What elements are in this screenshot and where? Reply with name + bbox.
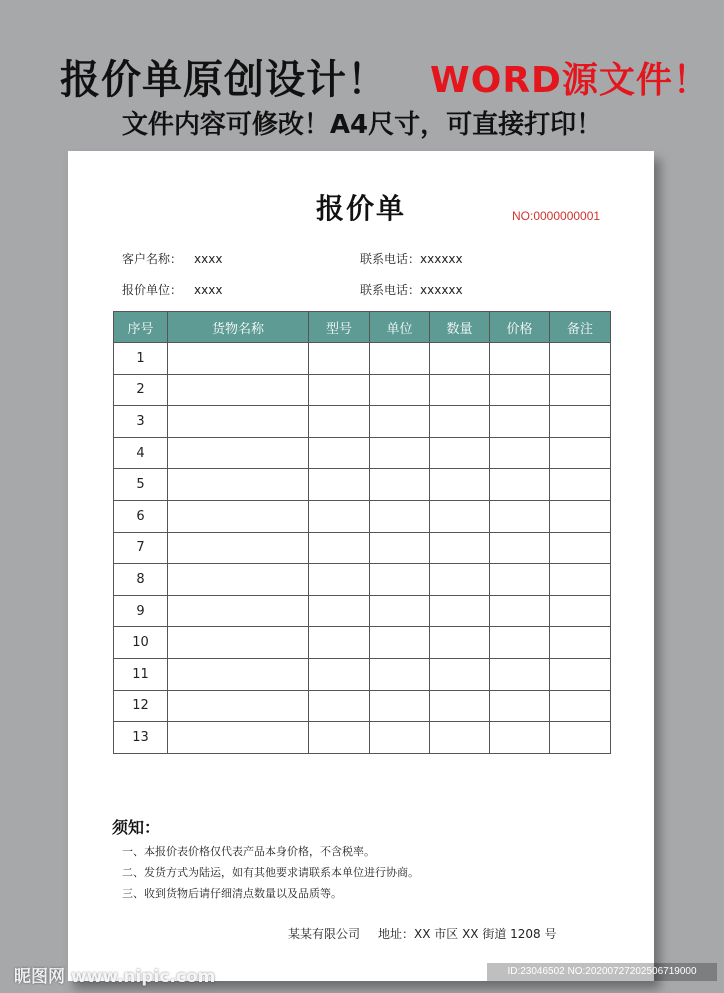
row-number: 3 bbox=[114, 406, 168, 438]
table-cell bbox=[490, 406, 550, 438]
table-row bbox=[114, 595, 611, 627]
table-cell bbox=[370, 627, 430, 659]
customer-name-label: 客户名称： bbox=[122, 252, 183, 266]
table-cell bbox=[550, 437, 611, 469]
banner-top bbox=[0, 48, 724, 104]
table-cell bbox=[309, 722, 370, 754]
column-header: 备注 bbox=[550, 312, 611, 343]
table-cell bbox=[430, 722, 490, 754]
table-cell bbox=[309, 406, 370, 438]
table-cell bbox=[430, 406, 490, 438]
table-row bbox=[114, 343, 611, 375]
table-cell bbox=[370, 500, 430, 532]
quote-unit-field bbox=[122, 281, 222, 298]
table-cell bbox=[309, 532, 370, 564]
table-body bbox=[114, 343, 611, 754]
table-cell bbox=[490, 627, 550, 659]
table-row bbox=[114, 532, 611, 564]
table-row bbox=[114, 722, 611, 754]
column-header: 数量 bbox=[430, 312, 490, 343]
unit-phone-label: 联系电话： bbox=[360, 283, 421, 297]
footer bbox=[288, 925, 557, 942]
table-cell bbox=[309, 658, 370, 690]
unit-phone-field bbox=[360, 281, 463, 298]
table-cell bbox=[490, 343, 550, 375]
table-cell bbox=[490, 532, 550, 564]
table-row bbox=[114, 437, 611, 469]
row-number: 6 bbox=[114, 500, 168, 532]
table-cell bbox=[168, 722, 309, 754]
table-row bbox=[114, 374, 611, 406]
customer-phone-value: xxxxxx bbox=[420, 252, 463, 266]
table-cell bbox=[309, 343, 370, 375]
table-cell bbox=[490, 437, 550, 469]
table-cell bbox=[370, 690, 430, 722]
quotation-table bbox=[113, 311, 611, 754]
table-cell bbox=[550, 658, 611, 690]
table-cell bbox=[309, 690, 370, 722]
table-cell bbox=[370, 406, 430, 438]
table-cell bbox=[168, 437, 309, 469]
table-cell bbox=[309, 627, 370, 659]
table-cell bbox=[550, 595, 611, 627]
row-number: 8 bbox=[114, 564, 168, 596]
notes-list bbox=[122, 841, 419, 904]
table-cell bbox=[430, 343, 490, 375]
table-row bbox=[114, 500, 611, 532]
table-cell bbox=[490, 564, 550, 596]
row-number: 1 bbox=[114, 343, 168, 375]
notes-title: 须知： bbox=[112, 818, 161, 837]
table-cell bbox=[168, 406, 309, 438]
footer-company: 某某有限公司 bbox=[288, 927, 361, 941]
table-cell bbox=[550, 343, 611, 375]
table-cell bbox=[430, 595, 490, 627]
table-cell bbox=[490, 469, 550, 501]
table-cell bbox=[370, 374, 430, 406]
table-cell bbox=[550, 500, 611, 532]
table-row bbox=[114, 690, 611, 722]
row-number: 9 bbox=[114, 595, 168, 627]
table-row bbox=[114, 469, 611, 501]
unit-phone-value: xxxxxx bbox=[420, 283, 463, 297]
row-number: 11 bbox=[114, 658, 168, 690]
table-cell bbox=[490, 658, 550, 690]
table-header-row bbox=[114, 312, 611, 343]
quote-unit-label: 报价单位： bbox=[122, 283, 183, 297]
table-cell bbox=[370, 532, 430, 564]
table-cell bbox=[430, 532, 490, 564]
table-row bbox=[114, 564, 611, 596]
table-cell bbox=[168, 595, 309, 627]
column-header: 型号 bbox=[309, 312, 370, 343]
note-item: 二、发货方式为陆运，如有其他要求请联系本单位进行协商。 bbox=[122, 866, 419, 879]
table-cell bbox=[550, 722, 611, 754]
table-cell bbox=[370, 722, 430, 754]
row-number: 5 bbox=[114, 469, 168, 501]
table-cell bbox=[370, 469, 430, 501]
doc-title: 报价单 bbox=[315, 192, 406, 225]
table-cell bbox=[168, 564, 309, 596]
quote-unit-value: xxxx bbox=[194, 283, 223, 297]
banner-title-left: 报价单原创设计！ bbox=[60, 57, 388, 103]
table-cell bbox=[490, 690, 550, 722]
table-cell bbox=[550, 627, 611, 659]
table-cell bbox=[168, 532, 309, 564]
doc-number: NO:0000000001 bbox=[512, 209, 601, 223]
table-cell bbox=[430, 690, 490, 722]
table-cell bbox=[370, 564, 430, 596]
watermark-site: 昵图网 www.nipic.com bbox=[14, 967, 216, 987]
banner-title-right: WORD源文件！ bbox=[430, 60, 710, 101]
table-cell bbox=[168, 500, 309, 532]
table-cell bbox=[550, 374, 611, 406]
table-cell bbox=[430, 564, 490, 596]
row-number: 2 bbox=[114, 374, 168, 406]
table-cell bbox=[309, 595, 370, 627]
table-cell bbox=[430, 374, 490, 406]
table-cell bbox=[168, 343, 309, 375]
table-cell bbox=[168, 658, 309, 690]
table-row bbox=[114, 627, 611, 659]
table-cell bbox=[430, 437, 490, 469]
table-cell bbox=[490, 374, 550, 406]
table-cell bbox=[550, 406, 611, 438]
table-cell bbox=[309, 374, 370, 406]
customer-phone-label: 联系电话： bbox=[360, 252, 421, 266]
table-row bbox=[114, 406, 611, 438]
table-cell bbox=[168, 627, 309, 659]
table-cell bbox=[550, 532, 611, 564]
table-cell bbox=[550, 690, 611, 722]
customer-phone-field bbox=[360, 250, 463, 267]
table-cell bbox=[550, 564, 611, 596]
row-number: 12 bbox=[114, 690, 168, 722]
column-header: 价格 bbox=[490, 312, 550, 343]
customer-name-value: xxxx bbox=[194, 252, 223, 266]
table-cell bbox=[309, 437, 370, 469]
table-cell bbox=[550, 469, 611, 501]
table-cell bbox=[168, 374, 309, 406]
table-cell bbox=[370, 343, 430, 375]
watermark-id: ID:23046502 NO:20200727202506719000 bbox=[487, 963, 717, 981]
table-cell bbox=[370, 437, 430, 469]
table-cell bbox=[430, 500, 490, 532]
banner-subtitle: 文件内容可修改！A4尺寸，可直接打印！ bbox=[121, 110, 603, 140]
row-number: 13 bbox=[114, 722, 168, 754]
note-item: 一、本报价表价格仅代表产品本身价格，不含税率。 bbox=[122, 845, 375, 858]
table-cell bbox=[490, 595, 550, 627]
row-number: 10 bbox=[114, 627, 168, 659]
table-row bbox=[114, 658, 611, 690]
column-header: 序号 bbox=[114, 312, 168, 343]
column-header: 货物名称 bbox=[168, 312, 309, 343]
table-cell bbox=[370, 658, 430, 690]
row-number: 7 bbox=[114, 532, 168, 564]
table-cell bbox=[168, 690, 309, 722]
customer-name-field bbox=[122, 250, 222, 267]
column-header: 单位 bbox=[370, 312, 430, 343]
table-cell bbox=[168, 469, 309, 501]
quotation-sheet bbox=[68, 151, 654, 981]
table-cell bbox=[370, 595, 430, 627]
footer-address: 地址：XX 市区 XX 街道 1208 号 bbox=[378, 927, 557, 941]
note-item: 三、收到货物后请仔细清点数量以及品质等。 bbox=[122, 887, 342, 900]
row-number: 4 bbox=[114, 437, 168, 469]
table-cell bbox=[430, 658, 490, 690]
table-cell bbox=[309, 500, 370, 532]
table-cell bbox=[430, 627, 490, 659]
table-cell bbox=[490, 500, 550, 532]
table-cell bbox=[490, 722, 550, 754]
table-cell bbox=[309, 564, 370, 596]
table-cell bbox=[309, 469, 370, 501]
table-cell bbox=[430, 469, 490, 501]
